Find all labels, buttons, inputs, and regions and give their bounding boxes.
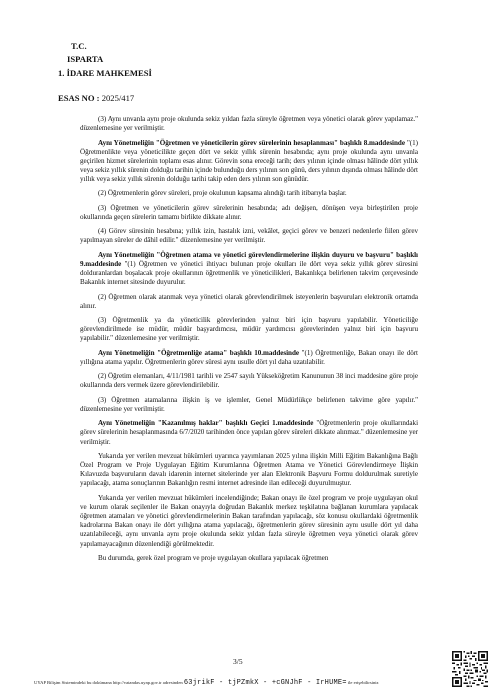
paragraph xyxy=(80,139,418,185)
document-body xyxy=(80,115,418,568)
article-text: "(1) Öğretmenliğe, Bakan onayı ile dört yıllığına atama yapılır. Öğretmenlerin görev süresi aynı usulle dört yıl daha uzatılabilir. xyxy=(80,348,418,366)
article-heading: Aynı Yönetmeliğin "Öğretmen atama ve yönetici görevlendirmelerine ilişkin duyuru ve başvuru" başlıklı 9.maddesinde xyxy=(80,250,418,268)
article-heading: Aynı Yönetmeliğin "Öğretmenliğe atama" başlıklı 10.maddesinde xyxy=(98,348,299,357)
case-number xyxy=(58,93,134,103)
header-court-name: 1. İDARE MAHKEMESİ xyxy=(58,67,152,78)
paragraph: (2) Öğretmen olarak atanmak veya yönetici olarak görevlendirilmek isteyenlerin başvuruları elektronik ortamda alınır. xyxy=(80,292,418,310)
paragraph: (3) Aynı unvanla aynı proje okulunda sekiz yıldan fazla süreyle öğretmen veya yönetici olarak görev yapılamaz." düzenlemesine yer verilmiştir. xyxy=(80,115,418,133)
paragraph xyxy=(80,251,418,288)
article-text: "(1) Öğretmen ve yönetici ihtiyacı bulunan proje okulları ile dört veya sekiz yıllık görev süresini dolduranlardan boşalacak proje okullarının öğretmenlik ve yöneticilikleri, Bakanlıkça belirlenen takvim çerçevesinde Bakanlık internet sitesinde duyurulur. xyxy=(80,259,418,287)
verification-code: 63jrikF - tjPZmkX - +cGNJhF - IrHUME= xyxy=(183,679,347,687)
uyap-footer xyxy=(34,679,379,687)
qr-code-icon xyxy=(452,651,488,687)
paragraph: (2) Öğretmenlerin görev süreleri, proje okulunun kapsama alındığı tarih itibarıyla başlar. xyxy=(98,189,347,198)
paragraph: Bu durumda, gerek özel program ve proje uygulayan okullara yapılacak öğretmen xyxy=(98,553,329,562)
article-text: "Öğretmenlerin proje okullarındaki görev sürelerinin hesaplanmasında 6/7/2020 tarihinden önce yapılan görev süreleri dikkate alınmaz." düzenlemesine yer verilmiştir. xyxy=(80,419,419,446)
article-text: "(1) Öğretmenlikte veya yöneticilikte geçen dört ve sekiz yıllık sürenin hesabında; aynı proje okulunda aynı unvanla geçirilen hizmet sürelerinin toplamı esas alınır. Görevin sona ereceği tarih; ders yılının içinde olması hâlinde dört yıllık veya sekiz yıllık sürenin dolduğu tarihin içinde bulunduğu ders yılının son günü, ders yılının dışında olması hâlinde dört yıllık veya sekiz yıllık sürenin dolduğu tarihi takip eden ders yılının son günüdür. xyxy=(80,138,418,184)
paragraph: (2) Öğretim elemanları, 4/11/1981 tarihli ve 2547 sayılı Yükseköğretim Kanununun 38 inci maddesine göre proje okullarında ders vermek üzere görevlendirilebilir. xyxy=(80,372,418,390)
page-number: 3/5 xyxy=(233,657,243,666)
paragraph: (3) Öğretmen ve yöneticilerin görev sürelerinin hesabında; adı değişen, dönüşen veya birleştirilen proje okullarında geçen sürelerin tamamı birlikte dikkate alınır. xyxy=(80,203,418,221)
paragraph: (3) Öğretmenlik ya da yöneticilik görevlerinden yalnız biri için başvuru yapılabilir. Yöneticiliğe görevlendirilmede ise müdür, müdür başyardımcısı, müdür yardımcısı görevlerinden yalnız biri için başvuru yapılabilir." düzenlemesine yer verilmiştir. xyxy=(80,316,418,343)
case-number-value: 2025/417 xyxy=(101,93,135,103)
paragraph xyxy=(80,349,418,367)
paragraph: Yukarıda yer verilen mevzuat hükümleri uyarınca yayımlanan 2025 yılına ilişkin Milli Eğitim Bakanlığına Bağlı Özel Program ve Proje Uygulayan Eğitim Kurumlarına Öğretmen Atama ve Yönetici Görevlendirmeye İlişkin Kılavuzda başvuruların davalı idarenin internet sitelerinde yer alan Elektronik Başvuru Formu doldurulmak suretiyle yapılacağı, atama sonuçlarının Bakanlığın resmi internet adresinde ilan edileceği duyurulmuştur. xyxy=(80,451,418,488)
paragraph: (4) Görev süresinin hesabına; yıllık izin, hastalık izni, vekâlet, geçici görev ve benzeri nedenlerle fiilen görev yapılmayan süreler de dâhil edilir." düzenlemesine yer verilmiştir. xyxy=(80,227,418,245)
paragraph: (3) Öğretmen atamalarına ilişkin iş ve işlemler, Genel Müdürlükçe belirlenen takvime göre yapılır." düzenlemesine yer verilmiştir. xyxy=(80,395,418,413)
header-tc: T.C. xyxy=(71,41,87,51)
case-number-label: ESAS NO : xyxy=(58,93,100,103)
article-heading: Aynı Yönetmeliğin "Öğretmen ve yöneticilerin görev sürelerinin hesaplanması" başlıklı 8.maddesinde xyxy=(98,138,405,147)
paragraph: Yukarıda yer verilen mevzuat hükümleri incelendiğinde; Bakan onayı ile özel program ve proje uygulayan okul ve kurum olarak seçilenler ile Bakan onayıyla doğrudan Bakanlık merkez teşkilatına bağlanan kurumlara yapılacak öğretmen atamaları ve yönetici görevlendirmelerinin Bakan tarafından yapılacağı, söz konusu okullardaki öğretmenlik kadrolarına Bakan onayı ile dört yıllığına atama yapılacağı, öğretmenlerin görev süresinin aynı usulle dört yıl daha uzatılabileceği, aynı unvanla aynı proje okulunda sekiz yıldan fazla süreyle öğretmen veya yönetici olarak görev yapılamayacağının düzenlendiği görülmektedir. xyxy=(80,493,418,548)
paragraph xyxy=(80,419,418,446)
footer-text-after: ile erişebilirsiniz xyxy=(347,680,379,685)
court-header xyxy=(58,40,152,80)
header-city: ISPARTA xyxy=(67,54,104,65)
article-heading: Aynı Yönetmeliğin "Kazanılmış haklar" başlıklı Geçici 1.maddesinde xyxy=(98,419,314,428)
footer-text-before: UYAP Bilişim Sistemindeki bu dokümana http://vatandas.uyap.gov.tr adresinden xyxy=(34,680,183,685)
